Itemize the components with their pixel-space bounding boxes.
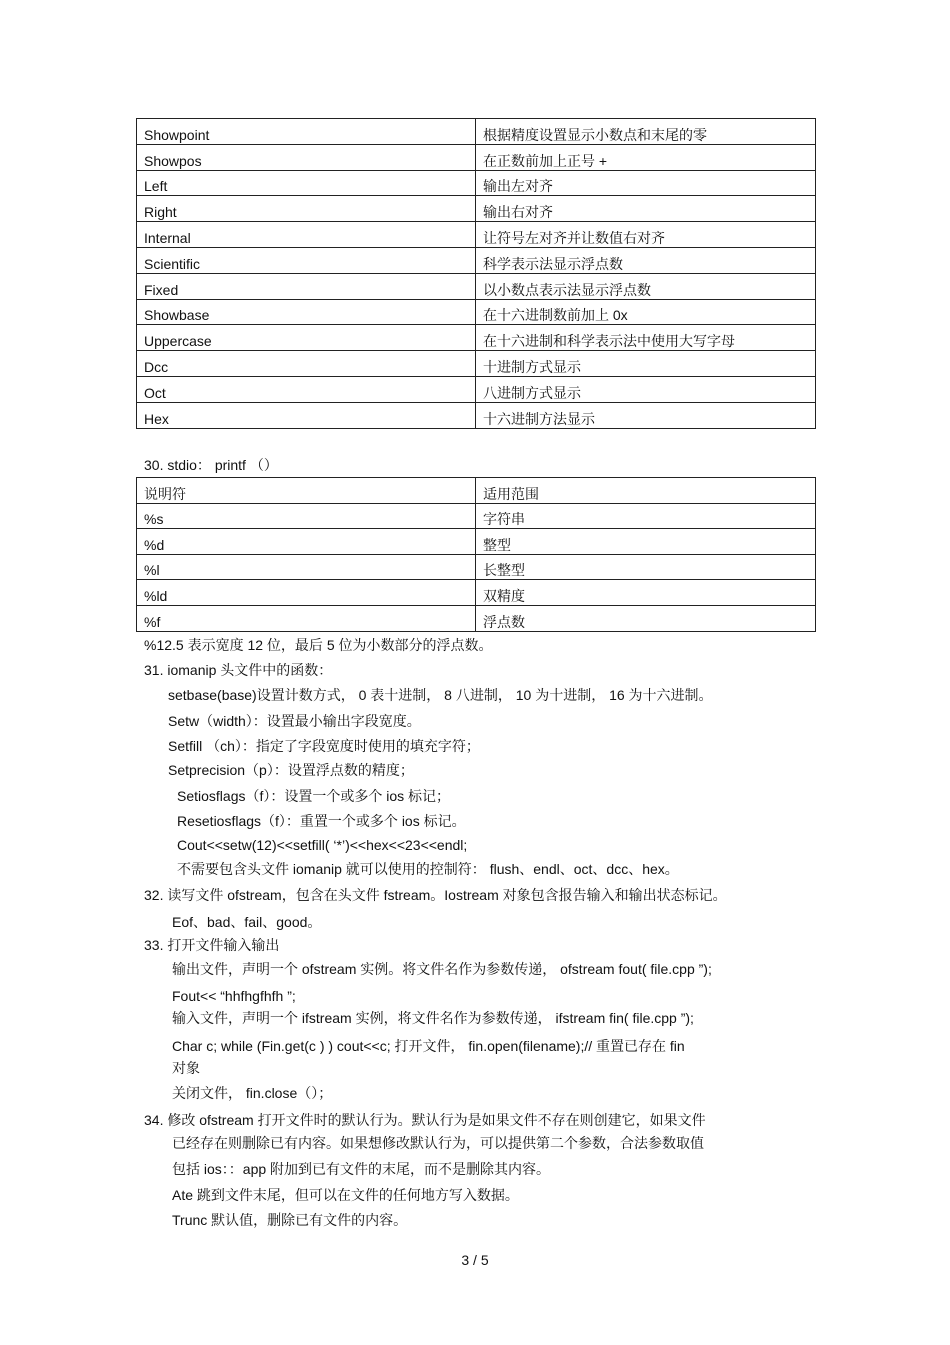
body-text-line: Char c; while (Fin.get(c ) ) cout<<c; 打开文件， fin.open(filename);// 重置已存在 fin bbox=[172, 1038, 685, 1054]
column-header-scope: 适用范围 bbox=[476, 478, 816, 504]
body-text-line: 输出文件，声明一个 ofstream 实例。将文件名作为参数传递， ofstream fout( file.cpp ”); bbox=[172, 961, 712, 977]
table-row bbox=[137, 554, 816, 580]
code-line: Cout<<setw(12)<<setfill( ‘*’)<<hex<<23<<endl; bbox=[177, 837, 468, 853]
table-row bbox=[137, 144, 816, 170]
flag-name: Showpoint bbox=[137, 119, 476, 145]
table-row bbox=[137, 299, 816, 325]
scope-cell: 长整型 bbox=[476, 554, 816, 580]
code-line: Fout<< “hhfhgfhfh ”; bbox=[172, 988, 296, 1004]
flag-description: 以小数点表示法显示浮点数 bbox=[476, 273, 816, 299]
flag-name: Internal bbox=[137, 222, 476, 248]
body-text-line: 包括 ios：：app 附加到已有文件的末尾，而不是删除其内容。 bbox=[172, 1161, 551, 1177]
specifier-cell: %ld bbox=[137, 580, 476, 606]
specifier-cell: %d bbox=[137, 529, 476, 555]
body-text-line: Setfill （ch）：指定了字段宽度时使用的填充字符； bbox=[168, 738, 480, 754]
format-flags-table bbox=[136, 118, 816, 429]
flag-description: 科学表示法显示浮点数 bbox=[476, 247, 816, 273]
table-row bbox=[137, 529, 816, 555]
flag-description: 根据精度设置显示小数点和末尾的零 bbox=[476, 119, 816, 145]
flag-name: Fixed bbox=[137, 273, 476, 299]
flag-name: Dcc bbox=[137, 351, 476, 377]
flag-description: 输出右对齐 bbox=[476, 196, 816, 222]
flag-description: 在十六进制数前加上 0x bbox=[476, 299, 816, 325]
table-row bbox=[137, 325, 816, 351]
table-header-row bbox=[137, 478, 816, 504]
table-row bbox=[137, 170, 816, 196]
flag-description: 让符号左对齐并让数值右对齐 bbox=[476, 222, 816, 248]
table-row bbox=[137, 351, 816, 377]
table-row bbox=[137, 503, 816, 529]
scope-cell: 字符串 bbox=[476, 503, 816, 529]
body-text-line: Eof、bad、fail、good。 bbox=[172, 914, 322, 930]
body-text-line: 对象 bbox=[172, 1060, 200, 1076]
flag-name: Right bbox=[137, 196, 476, 222]
flag-name: Left bbox=[137, 170, 476, 196]
section-32-heading: 32. 读写文件 ofstream，包含在头文件 fstream。Iostream 对象包含报告输入和输出状态标记。 bbox=[144, 887, 727, 903]
specifier-cell: %f bbox=[137, 605, 476, 631]
section-33-heading: 33. 打开文件输入输出 bbox=[144, 937, 280, 953]
table-row bbox=[137, 580, 816, 606]
flag-description: 在十六进制和科学表示法中使用大写字母 bbox=[476, 325, 816, 351]
table-row bbox=[137, 222, 816, 248]
column-header-specifier: 说明符 bbox=[137, 478, 476, 504]
flag-description: 在正数前加上正号 + bbox=[476, 144, 816, 170]
table-row bbox=[137, 119, 816, 145]
body-text-line: Resetiosflags（f）：重置一个或多个 ios 标记。 bbox=[177, 813, 466, 829]
body-text-line: Setw（width）：设置最小输出字段宽度。 bbox=[168, 713, 421, 729]
flag-description: 十进制方式显示 bbox=[476, 351, 816, 377]
specifier-cell: %s bbox=[137, 503, 476, 529]
flag-description: 十六进制方法显示 bbox=[476, 402, 816, 428]
table-row bbox=[137, 402, 816, 428]
table-row bbox=[137, 196, 816, 222]
body-text-line: Ate 跳到文件末尾，但可以在文件的任何地方写入数据。 bbox=[172, 1187, 519, 1203]
scope-cell: 双精度 bbox=[476, 580, 816, 606]
body-text-line: 已经存在则删除已有内容。如果想修改默认行为，可以提供第二个参数，合法参数取值 bbox=[172, 1135, 704, 1151]
page-number: 3 / 5 bbox=[461, 1252, 489, 1268]
table-row bbox=[137, 247, 816, 273]
flag-name: Oct bbox=[137, 376, 476, 402]
width-note: %12.5 表示宽度 12 位，最后 5 位为小数部分的浮点数。 bbox=[144, 637, 493, 653]
flag-description: 输出左对齐 bbox=[476, 170, 816, 196]
body-text-line: 输入文件，声明一个 ifstream 实例，将文件名作为参数传递， ifstream fin( file.cpp ”); bbox=[172, 1010, 694, 1026]
specifier-cell: %l bbox=[137, 554, 476, 580]
section-31-heading: 31. iomanip 头文件中的函数： bbox=[144, 662, 333, 678]
scope-cell: 浮点数 bbox=[476, 605, 816, 631]
body-text-line: setbase(base)设置计数方式， 0 表十进制， 8 八进制， 10 为十进制， 16 为十六进制。 bbox=[168, 687, 713, 703]
body-text-line: 不需要包含头文件 iomanip 就可以使用的控制符： flush、endl、oct、dcc、hex。 bbox=[177, 861, 679, 877]
scope-cell: 整型 bbox=[476, 529, 816, 555]
body-text-line: Setiosflags（f）：设置一个或多个 ios 标记； bbox=[177, 788, 451, 804]
body-text-line: Trunc 默认值，删除已有文件的内容。 bbox=[172, 1212, 408, 1228]
flag-name: Scientific bbox=[137, 247, 476, 273]
flag-description: 八进制方式显示 bbox=[476, 376, 816, 402]
flag-name: Hex bbox=[137, 402, 476, 428]
table-row bbox=[137, 376, 816, 402]
section-30-heading: 30. stdio： printf （） bbox=[144, 457, 278, 473]
section-34-heading: 34. 修改 ofstream 打开文件时的默认行为。默认行为是如果文件不存在则创建它，如果文件 bbox=[144, 1112, 706, 1128]
flag-name: Showpos bbox=[137, 144, 476, 170]
body-text-line: Setprecision（p）：设置浮点数的精度； bbox=[168, 762, 414, 778]
table-row bbox=[137, 605, 816, 631]
body-text-line: 关闭文件， fin.close（）； bbox=[172, 1085, 333, 1101]
printf-specifier-table bbox=[136, 477, 816, 632]
flag-name: Uppercase bbox=[137, 325, 476, 351]
flag-name: Showbase bbox=[137, 299, 476, 325]
table-row bbox=[137, 273, 816, 299]
